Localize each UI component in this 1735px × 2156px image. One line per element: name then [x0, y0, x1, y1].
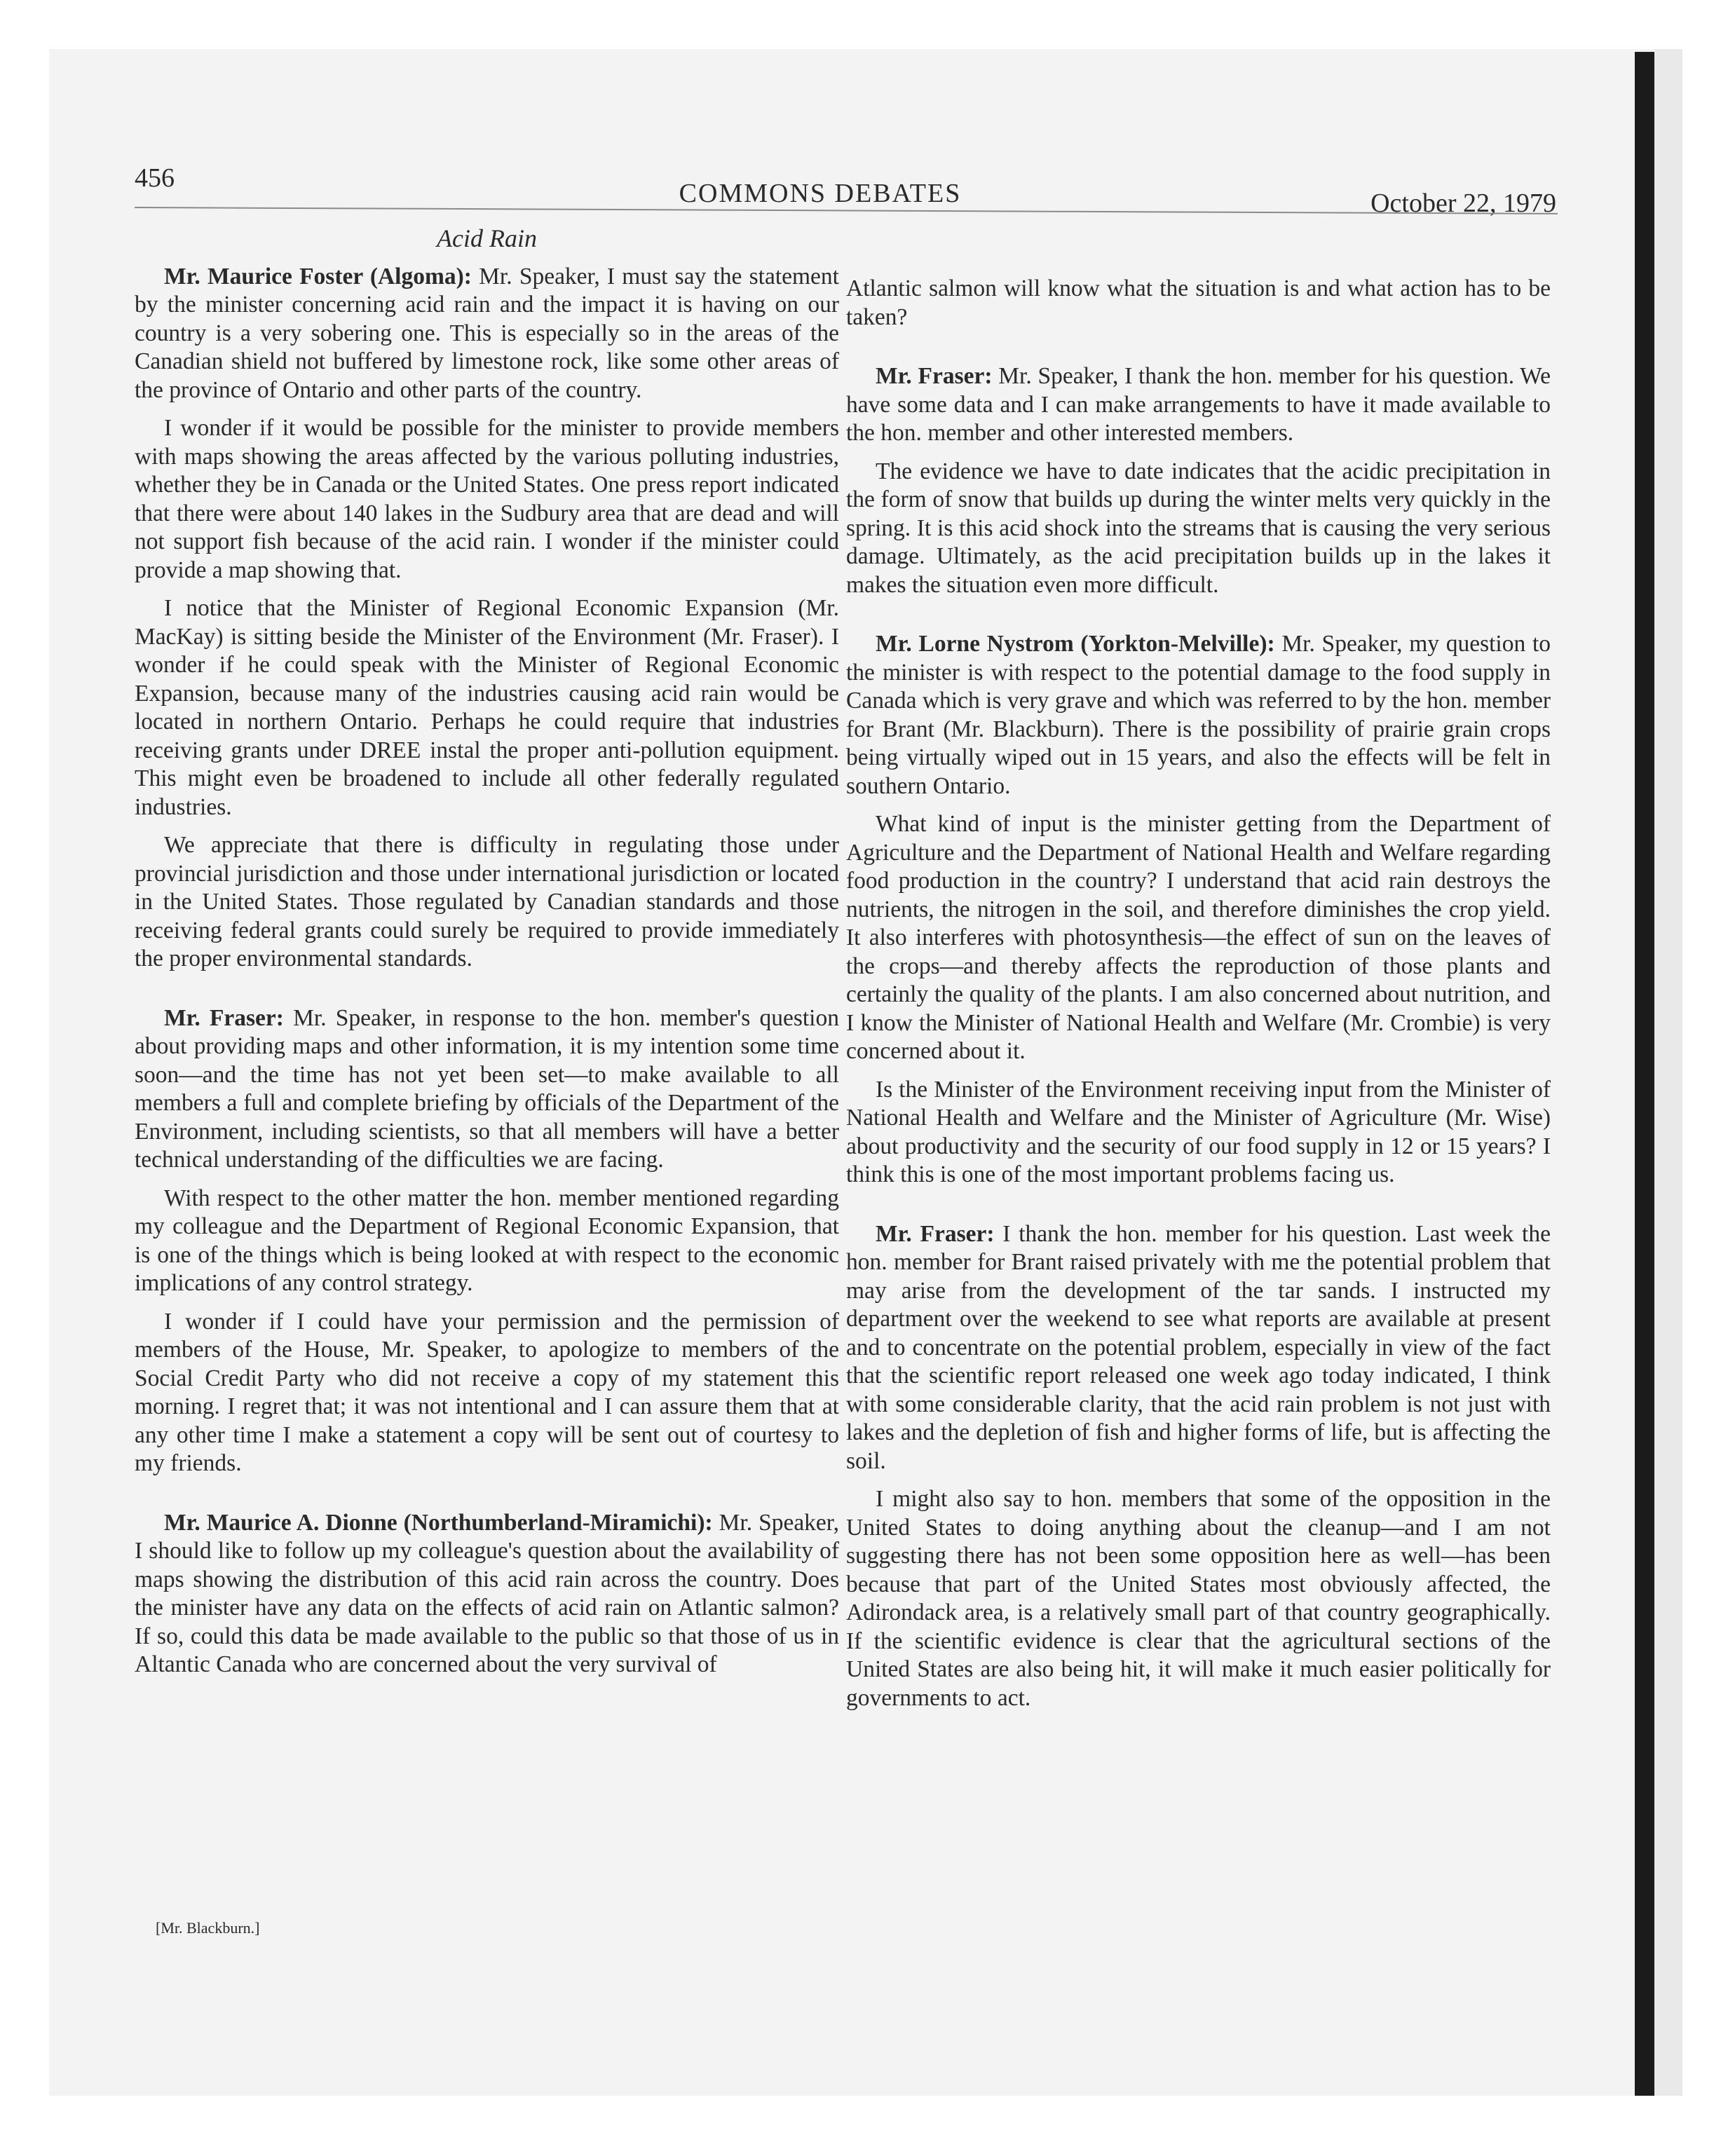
page-number: 456	[135, 163, 175, 193]
speaker-name: Mr. Maurice Foster (Algoma):	[164, 263, 472, 289]
paragraph: Is the Minister of the Environment receiving input from the Minister of National Health and Welfare and the Minister of Agriculture (Mr. Wise) about productivity and the security of our food supply in 12 or 15 years? I think this is one of the most important problems facing us.	[846, 1076, 1551, 1187]
left-column	[135, 224, 839, 1689]
paragraph	[846, 630, 1551, 800]
paragraph	[135, 1509, 839, 1679]
speaker-name: Mr. Maurice A. Dionne (Northumberland-Miramichi):	[164, 1509, 713, 1536]
paragraph: I wonder if I could have your permission and the permission of members of the House, Mr. Speaker, to apologize to members of the Social Credit Party who did not receive a copy of my statement this morning. I regret that; it was not intentional and I can assure them that at any other time I make a statement a copy will be sent out of courtesy to my friends.	[135, 1308, 839, 1476]
right-column	[846, 275, 1551, 1722]
paragraph-text: Mr. Speaker, in response to the hon. member's question about providing maps and other information, it is my intention some time soon—and the time has not yet been set—to make available to all members a full and complete briefing by officials of the Department of the Environment, including scientists, so that all members will have a better technical understanding of the difficulties we are facing.	[135, 1004, 839, 1173]
paragraph: I notice that the Minister of Regional Economic Expansion (Mr. MacKay) is sitting beside the Minister of the Environment (Mr. Fraser). I wonder if he could speak with the Minister of Regional Economic Expansion, because many of the industries causing acid rain would be located in northern Ontario. Perhaps he could require that industries receiving grants under DREE instal the proper anti-pollution equipment. This might even be broadened to include all other federally regulated industries.	[135, 595, 839, 820]
paragraph: The evidence we have to date indicates that the acidic precipitation in the form of snow that builds up during the winter melts very quickly in the spring. It is this acid shock into the streams that is causing the very serious damage. Ultimately, as the acid precipitation builds up in the lakes it makes the situation even more difficult.	[846, 458, 1551, 598]
paragraph: With respect to the other matter the hon. member mentioned regarding my colleague and the Department of Regional Economic Expansion, that is one of the things which is being looked at with respect to the economic implications of any control strategy.	[135, 1185, 839, 1296]
paragraph: I might also say to hon. members that some of the opposition in the United States to doing anything about the cleanup—and I am not suggesting there has not been some opposition here as well—has been because that part of the United States most obviously affected, the Adirondack area, is a relatively small part of that country geographically. If the scientific evidence is clear that the agricultural sections of the United States are also being hit, it will make it much easier politically for governments to act.	[846, 1486, 1551, 1711]
speaker-name: Mr. Lorne Nystrom (Yorkton-Melville):	[876, 631, 1275, 657]
paragraph-text: Mr. Speaker, I must say the statement by the minister concerning acid rain and the impact it is having on our country is a very sobering one. This is especially so in the areas of the Canadian shield not buffered by limestone rock, like some other areas of the province of Ontario and other parts of the country.	[135, 263, 839, 403]
paragraph-text: Mr. Speaker, my question to the minister is with respect to the potential damage to the food supply in Canada which is very grave and which was referred to by the hon. member for Brant (Mr. Blackburn). There is the possibility of prairie grain crops being virtually wiped out in 15 years, and also the effects will be felt in southern Ontario.	[846, 631, 1551, 799]
publication-date: October 22, 1979	[1370, 189, 1556, 218]
speaker-name: Mr. Fraser:	[876, 1220, 995, 1247]
paragraph: What kind of input is the minister getting from the Department of Agriculture and the Department of National Health and Welfare regarding food production in the country? I understand that acid rain destroys the nutrients, the nitrogen in the soil, and therefore diminishes the crop yield. It also interferes with photosynthesis—the effect of sun on the leaves of the crops—and thereby affects the reproduction of those plants and certainly the quality of the plants. I am also concerned about nutrition, and I know the Minister of National Health and Welfare (Mr. Crombie) is very concerned about it.	[846, 811, 1551, 1064]
speaker-name: Mr. Fraser:	[876, 363, 993, 389]
paragraph	[846, 362, 1551, 448]
paragraph-text: Mr. Speaker, I thank the hon. member for his question. We have some data and I can make arrangements to have it made available to the hon. member and other interested members.	[846, 363, 1551, 446]
footnote: [Mr. Blackburn.]	[156, 1919, 260, 1937]
binding-edge	[1635, 52, 1654, 2096]
publication-title: COMMONS DEBATES	[679, 179, 962, 208]
paragraph	[846, 1220, 1551, 1476]
section-subheading: Acid Rain	[437, 224, 537, 252]
paragraph: I wonder if it would be possible for the minister to provide members with maps showing the areas affected by the various polluting industries, whether they be in Canada or the United States. One press report indicated that there were about 140 lakes in the Sudbury area that are dead and will not support fish because of the acid rain. I wonder if the minister could provide a map showing that.	[135, 415, 839, 583]
paragraph	[135, 263, 839, 405]
page-header	[84, 121, 1556, 218]
paragraph-text: Mr. Speaker, I should like to follow up my colleague's question about the availability of maps showing the distribution of this acid rain across the country. Does the minister have any data on the effects of acid rain on Atlantic salmon? If so, could this data be made available to the public so that those of us in Altantic Canada who are concerned about the very survival of	[135, 1509, 839, 1677]
speaker-name: Mr. Fraser:	[164, 1004, 284, 1031]
paragraph: Atlantic salmon will know what the situation is and what action has to be taken?	[846, 275, 1551, 330]
paragraph	[135, 1004, 839, 1175]
paragraph: We appreciate that there is difficulty in regulating those under provincial jurisdiction and those under international jurisdiction or located in the United States. Those regulated by Canadian standards and those receiving federal grants could surely be required to provide immediately the proper environmental standards.	[135, 832, 839, 971]
paragraph-text: I thank the hon. member for his question. Last week the hon. member for Brant raised privately with me the potential problem that may arise from the development of the tar sands. I instructed my department over the weekend to see what reports are available at present and to concentrate on the potential problem, especially in view of the fact that the scientific report released one week ago today indicated, I think with some considerable clarity, that the acid rain problem is not just with lakes and the depletion of fish and higher forms of life, but is affecting the soil.	[846, 1220, 1551, 1474]
